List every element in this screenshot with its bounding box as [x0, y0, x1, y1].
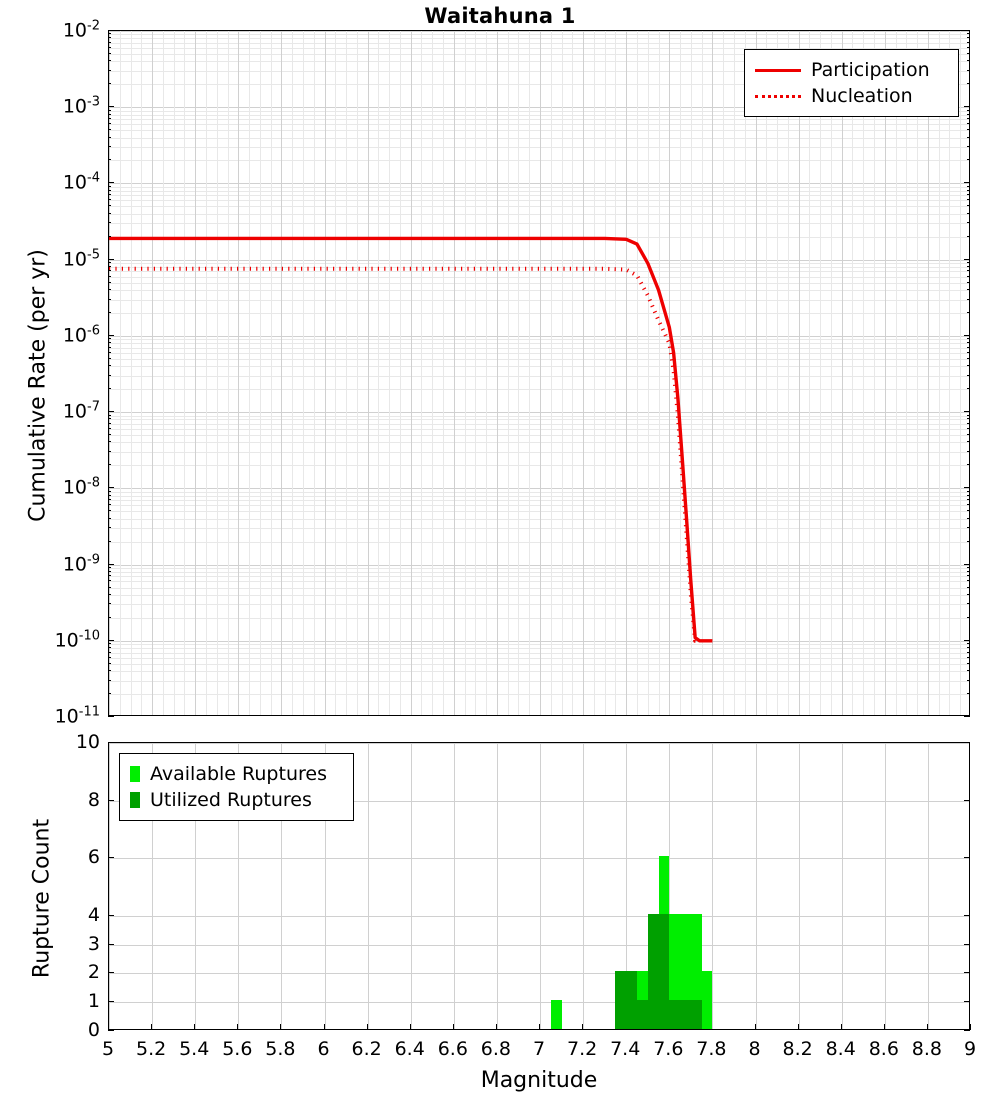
y-tick-mark [108, 742, 114, 743]
y-tick-mark [108, 53, 111, 54]
y-tick-mark [967, 186, 970, 187]
y-tick-mark [967, 199, 970, 200]
y-tick-mark [964, 1030, 970, 1031]
y-tick-mark [967, 236, 970, 237]
y-tick-mark [108, 643, 111, 644]
y-tick-mark [108, 1001, 114, 1002]
y-tick-mark [108, 499, 111, 500]
y-tick-mark [967, 60, 970, 61]
y-tick-label: $10^{-5}$ [62, 246, 100, 271]
y-tick-mark [108, 411, 114, 412]
y-tick-mark [964, 742, 970, 743]
y-tick-mark [108, 423, 111, 424]
bar [659, 914, 670, 1029]
y-tick-label: $10^{-6}$ [62, 323, 100, 347]
x-tick-mark [367, 1024, 368, 1030]
y-tick-label: 2 [87, 961, 100, 984]
y-tick-mark [967, 262, 970, 263]
legend-label-available-ruptures: Available Ruptures [150, 763, 327, 785]
y-tick-label: 1 [87, 990, 100, 1013]
y-tick-mark [967, 527, 970, 528]
x-tick-mark [841, 1024, 842, 1030]
y-tick-mark [108, 571, 111, 572]
y-tick-mark [967, 647, 970, 648]
y-tick-mark [967, 282, 970, 283]
y-tick-mark [967, 118, 970, 119]
y-tick-mark [967, 123, 970, 124]
y-tick-mark [967, 213, 970, 214]
y-tick-mark [108, 129, 111, 130]
y-tick-mark [967, 510, 970, 511]
y-tick-mark [967, 205, 970, 206]
y-tick-mark [967, 159, 970, 160]
y-tick-label: $10^{-2}$ [62, 18, 100, 42]
y-tick-mark [967, 428, 970, 429]
y-tick-mark [108, 857, 114, 858]
y-tick-mark [967, 575, 970, 576]
y-tick-mark [964, 259, 970, 260]
y-tick-mark [967, 358, 970, 359]
y-tick-mark [108, 213, 111, 214]
y-tick-mark [967, 504, 970, 505]
y-tick-mark [108, 434, 111, 435]
y-tick-mark [967, 190, 970, 191]
x-tick-mark [151, 1024, 152, 1030]
y-tick-mark [108, 491, 111, 492]
y-tick-mark [967, 289, 970, 290]
y-tick-mark [108, 415, 111, 416]
y-tick-mark [967, 270, 970, 271]
y-tick-mark [967, 670, 970, 671]
y-tick-mark [967, 266, 970, 267]
y-tick-mark [967, 37, 970, 38]
x-tick-label: 5.4 [179, 1038, 210, 1060]
y-tick-label: $10^{-11}$ [54, 704, 100, 728]
y-tick-mark [108, 972, 114, 973]
y-tick-mark [967, 680, 970, 681]
y-tick-mark [967, 580, 970, 581]
x-tick-mark [194, 1024, 195, 1030]
y-tick-mark [967, 693, 970, 694]
y-tick-mark [108, 146, 111, 147]
y-tick-mark [108, 190, 111, 191]
y-tick-mark [108, 282, 111, 283]
legend-item-nucleation [755, 83, 948, 109]
y-tick-mark [964, 106, 970, 107]
y-tick-mark [108, 680, 111, 681]
y-tick-label: $10^{-9}$ [62, 551, 100, 576]
x-tick-mark [582, 1024, 583, 1030]
y-tick-mark [967, 495, 970, 496]
y-tick-mark [967, 110, 970, 111]
y-tick-mark [108, 510, 111, 511]
x-tick-mark [453, 1024, 454, 1030]
x-tick-mark [237, 1024, 238, 1030]
y-tick-mark [108, 42, 111, 43]
y-tick-mark [967, 42, 970, 43]
y-tick-mark [964, 30, 970, 31]
y-tick-mark [108, 194, 111, 195]
y-tick-mark [964, 335, 970, 336]
y-tick-mark [108, 270, 111, 271]
rate-curves [109, 31, 970, 716]
bar [637, 1000, 648, 1029]
x-tick-mark [496, 1024, 497, 1030]
y-tick-mark [108, 199, 111, 200]
legend-item-utilized-ruptures [130, 787, 343, 813]
y-tick-mark [967, 299, 970, 300]
x-tick-mark [970, 1024, 971, 1030]
y-tick-mark [967, 663, 970, 664]
legend-label-utilized-ruptures: Utilized Ruptures [150, 789, 312, 811]
x-tick-label: 7.4 [610, 1038, 641, 1060]
y-tick-mark [108, 800, 114, 801]
participation-line-swatch [755, 69, 801, 72]
x-tick-mark [539, 1024, 540, 1030]
y-tick-mark [108, 441, 111, 442]
y-tick-label: 3 [87, 932, 100, 955]
y-tick-mark [108, 652, 111, 653]
y-tick-mark [967, 222, 970, 223]
y-tick-mark [108, 944, 114, 945]
y-tick-mark [108, 83, 111, 84]
y-tick-mark [967, 603, 970, 604]
x-tick-label: 8.6 [868, 1038, 899, 1060]
y-tick-mark [108, 580, 111, 581]
y-tick-mark [967, 53, 970, 54]
utilized-ruptures-swatch [130, 792, 140, 808]
y-tick-mark [108, 106, 114, 107]
y-tick-mark [108, 205, 111, 206]
y-tick-label: 8 [87, 788, 100, 811]
legend-rate [744, 49, 959, 117]
x-tick-label: 7.2 [566, 1038, 598, 1060]
x-tick-label: 5.8 [265, 1038, 296, 1060]
y-tick-mark [967, 129, 970, 130]
y-tick-mark [967, 347, 970, 348]
y-tick-mark [967, 388, 970, 389]
y-tick-mark [108, 60, 111, 61]
y-tick-mark [967, 518, 970, 519]
y-tick-mark [108, 657, 111, 658]
y-tick-mark [108, 464, 111, 465]
y-tick-mark [964, 487, 970, 488]
y-tick-mark [967, 434, 970, 435]
y-tick-mark [108, 186, 111, 187]
y-tick-mark [967, 276, 970, 277]
y-tick-mark [967, 617, 970, 618]
y-tick-mark [967, 338, 970, 339]
y-tick-mark [964, 944, 970, 945]
legend-label-participation: Participation [811, 59, 930, 81]
y-tick-mark [108, 352, 111, 353]
y-tick-mark [108, 118, 111, 119]
bar [648, 914, 659, 1029]
y-tick-mark [108, 137, 111, 138]
y-tick-mark [964, 411, 970, 412]
y-tick-mark [967, 657, 970, 658]
y-tick-mark [108, 670, 111, 671]
x-tick-label: 9 [963, 1038, 977, 1060]
y-tick-mark [967, 541, 970, 542]
bar [691, 1000, 702, 1029]
y-tick-mark [108, 647, 111, 648]
y-tick-mark [967, 47, 970, 48]
y-tick-mark [967, 137, 970, 138]
y-tick-mark [967, 194, 970, 195]
y-tick-mark [964, 972, 970, 973]
bar [680, 1000, 691, 1029]
y-tick-mark [967, 652, 970, 653]
y-tick-mark [108, 123, 111, 124]
y-tick-mark [967, 441, 970, 442]
x-tick-mark [108, 1024, 109, 1030]
y-tick-mark [967, 375, 970, 376]
y-tick-mark [108, 693, 111, 694]
y-tick-mark [967, 114, 970, 115]
y-tick-mark [108, 915, 114, 916]
y-tick-mark [967, 571, 970, 572]
y-tick-mark [967, 415, 970, 416]
y-tick-mark [108, 259, 114, 260]
y-tick-mark [967, 499, 970, 500]
y-tick-label: $10^{-10}$ [54, 628, 100, 652]
y-tick-mark [967, 146, 970, 147]
bar [551, 1000, 562, 1029]
y-tick-mark [108, 37, 111, 38]
x-tick-label: 6.6 [437, 1038, 468, 1060]
y-tick-mark [108, 47, 111, 48]
y-tick-mark [108, 495, 111, 496]
y-tick-mark [108, 342, 111, 343]
bar [626, 971, 637, 1029]
y-tick-mark [108, 33, 111, 34]
y-tick-label: $10^{-8}$ [62, 475, 100, 499]
y-tick-mark [108, 358, 111, 359]
y-tick-mark [108, 388, 111, 389]
y-tick-mark [964, 800, 970, 801]
y-tick-mark [108, 289, 111, 290]
y-tick-mark [967, 587, 970, 588]
x-tick-label: 7.8 [696, 1038, 727, 1060]
y-tick-mark [967, 33, 970, 34]
y-tick-mark [108, 182, 114, 183]
bar [702, 971, 713, 1029]
y-tick-mark [108, 276, 111, 277]
y-tick-mark [967, 70, 970, 71]
legend-item-participation [755, 57, 948, 83]
bar [669, 1000, 680, 1029]
y-tick-mark [108, 428, 111, 429]
nucleation-line-swatch [755, 95, 801, 98]
x-tick-label: 8.8 [911, 1038, 942, 1060]
x-tick-label: 7.6 [653, 1038, 684, 1060]
y-tick-mark [967, 352, 970, 353]
y-tick-label: 0 [87, 1019, 100, 1041]
y-tick-mark [108, 663, 111, 664]
y-tick-mark [108, 587, 111, 588]
y-tick-mark [108, 159, 111, 160]
y-tick-mark [108, 114, 111, 115]
y-tick-mark [108, 347, 111, 348]
y-tick-mark [108, 338, 111, 339]
legend-label-nucleation: Nucleation [811, 85, 913, 107]
y-tick-label: $10^{-3}$ [62, 94, 100, 118]
x-tick-label: 5.2 [135, 1038, 167, 1060]
x-tick-mark [280, 1024, 281, 1030]
y-tick-label: 10 [75, 731, 100, 753]
x-tick-label: 6 [317, 1038, 330, 1060]
rupture-count-chart [108, 742, 970, 1030]
y-tick-mark [967, 594, 970, 595]
y-tick-mark [967, 643, 970, 644]
y-tick-mark [967, 567, 970, 568]
y-tick-mark [964, 564, 970, 565]
x-tick-mark [324, 1024, 325, 1030]
top-y-axis-title: Cumulative Rate (per yr) [25, 249, 51, 522]
y-tick-mark [967, 83, 970, 84]
y-tick-mark [964, 857, 970, 858]
y-tick-mark [108, 617, 111, 618]
x-tick-label: 6.4 [394, 1038, 425, 1060]
y-tick-mark [108, 541, 111, 542]
cumulative-rate-chart [108, 30, 970, 716]
y-tick-mark [964, 915, 970, 916]
y-tick-mark [108, 603, 111, 604]
y-tick-mark [108, 365, 111, 366]
x-tick-label: 8 [748, 1038, 761, 1060]
y-tick-mark [967, 312, 970, 313]
y-tick-mark [108, 70, 111, 71]
y-tick-mark [964, 182, 970, 183]
curve-nucleation [109, 269, 699, 641]
x-tick-label: 6.8 [480, 1038, 511, 1060]
y-tick-mark [108, 567, 111, 568]
y-tick-mark [108, 222, 111, 223]
legend-item-available-ruptures [130, 761, 343, 787]
x-tick-label: 8.4 [825, 1038, 856, 1060]
x-tick-mark [798, 1024, 799, 1030]
y-tick-mark [108, 299, 111, 300]
y-tick-mark [964, 716, 970, 717]
y-tick-mark [108, 518, 111, 519]
x-tick-mark [927, 1024, 928, 1030]
y-tick-mark [967, 365, 970, 366]
y-tick-mark [108, 527, 111, 528]
y-tick-mark [108, 418, 111, 419]
y-tick-mark [967, 464, 970, 465]
x-tick-mark [884, 1024, 885, 1030]
y-tick-mark [108, 266, 111, 267]
y-tick-mark [108, 451, 111, 452]
y-tick-mark [108, 1030, 114, 1031]
y-tick-mark [108, 575, 111, 576]
y-tick-mark [108, 262, 111, 263]
y-tick-mark [967, 423, 970, 424]
x-tick-label: 6.2 [351, 1038, 382, 1060]
y-tick-label: $10^{-4}$ [62, 170, 100, 195]
y-tick-label: $10^{-7}$ [62, 399, 100, 423]
x-axis-title: Magnitude [480, 1068, 598, 1093]
x-tick-label: 8.2 [782, 1038, 813, 1060]
y-tick-mark [964, 1001, 970, 1002]
y-tick-mark [108, 640, 114, 641]
y-tick-mark [108, 110, 111, 111]
y-tick-mark [108, 335, 114, 336]
x-tick-mark [755, 1024, 756, 1030]
x-tick-mark [410, 1024, 411, 1030]
y-tick-mark [108, 30, 114, 31]
legend-ruptures [119, 753, 354, 821]
bar [615, 971, 626, 1029]
bottom-y-axis-title: Rupture Count [29, 818, 55, 979]
y-tick-mark [967, 451, 970, 452]
y-tick-mark [967, 418, 970, 419]
y-tick-mark [964, 640, 970, 641]
x-tick-label: 5.6 [222, 1038, 253, 1060]
y-tick-mark [967, 491, 970, 492]
curve-participation [109, 238, 712, 640]
y-tick-mark [108, 487, 114, 488]
y-tick-label: 4 [87, 903, 100, 926]
y-tick-mark [108, 716, 114, 717]
y-tick-label: 6 [87, 846, 100, 869]
x-tick-label: 5 [101, 1038, 115, 1060]
y-tick-mark [967, 342, 970, 343]
y-tick-mark [108, 564, 114, 565]
y-tick-mark [108, 312, 111, 313]
y-tick-mark [108, 504, 111, 505]
y-tick-mark [108, 236, 111, 237]
y-tick-mark [108, 594, 111, 595]
available-ruptures-swatch [130, 766, 140, 782]
y-tick-mark [108, 375, 111, 376]
x-tick-label: 7 [532, 1038, 546, 1060]
page-title: Waitahuna 1 [424, 4, 576, 28]
